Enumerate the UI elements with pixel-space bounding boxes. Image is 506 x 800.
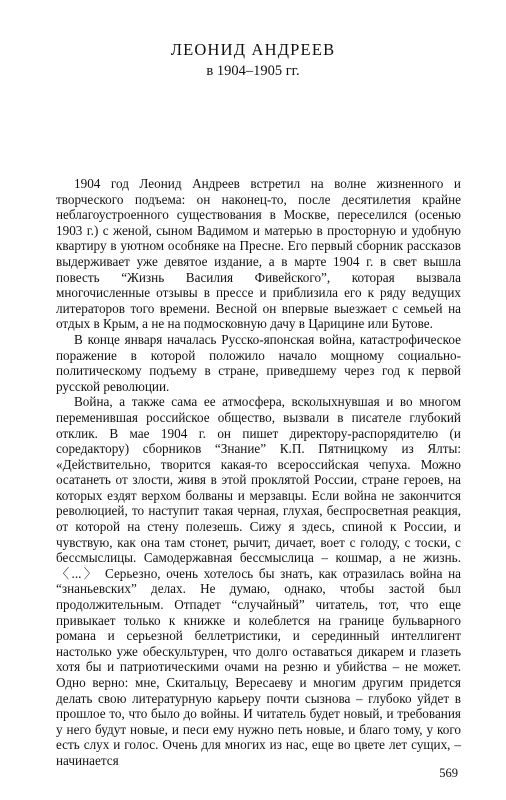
heading-block: [0, 40, 506, 80]
page-subtitle: в 1904–1905 гг.: [206, 63, 300, 79]
page-number: 569: [439, 766, 458, 780]
page-title: ЛЕОНИД АНДРЕЕВ: [170, 40, 336, 59]
body-text: [56, 176, 461, 769]
paragraph: В конце января началась Русско-японская война, катастрофическое поражение в которой положило начало мощному социально-политическому подъему в стране, приведшему через год к первой русской революции.: [56, 331, 461, 394]
paragraph: 1904 год Леонид Андреев встретил на волне жизненного и творческого подъема: он наконец-то, после десятилетия крайне неблагоустроенного существования в Москве, переселился (осенью 1903 г.) с женой, сыном Вадимом и матерью в просторную и удобную квартиру в уютном особняке на Пресне. Его первый сборник рассказов выдерживает уже девятое издание, а в марте 1904 г. в свет вышла повесть “Жизнь Василия Фивейского”, которая вызвала многочисленные отзывы в прессе и приблизила его к ряду ведущих литераторов того времени. Весной он впервые выезжает с семьей на отдых в Крым, а не на подмосковную дачу в Царицине или Бутове.: [56, 176, 461, 332]
paragraph: Война, а также сама ее атмосфера, всколыхнувшая и во многом переменившая российское общество, вызвали в писателе глубокий отклик. В мае 1904 г. он пишет директору-распорядителю (и соредактору) сборников “Знание” К.П. Пятницкому из Ялты: «Действительно, творится какая-то всероссийская чепуха. Можно осатанеть от злости, живя в этой проклятой России, стране героев, на которых ездят верхом болваны и мерзавцы. Если война не закончится революцией, то наступит такая черная, глухая, беспросветная реакция, от которой на стену полезешь. Сижу я здесь, спиной к России, и чувствую, как она там стонет, рычит, дичает, воет с голоду, с тоски, с бессмыслицы. Самодержавная бессмыслица – кошмар, а не жизнь. 〈...〉 Серьезно, очень хотелось бы знать, как отразилась война на “знаньевских” делах. Не думаю, однако, чтобы застой был продолжительным. Отпадет “случайный” читатель, тот, что еще привыкает только к книжке и колеблется на границе бульварного романа и серьезной беллетристики, и серединный интеллигент настолько уже обескультурен, что долго оставаться дикарем и глазеть хотя бы и патриотическими очами на резню и убийства – не может. Одно верно: мне, Скитальцу, Вересаеву и многим другим придется делать свою литературную карьеру почти сызнова – глубоко уйдет в прошлое то, что было до войны. И читатель будет новый, и требования у него будут новые, и песи ему нужно петь новые, и благо тому, у кого есть слух и голос. Очень для многих из нас, еще во цвете лет сущих, – начинается: [56, 394, 461, 768]
